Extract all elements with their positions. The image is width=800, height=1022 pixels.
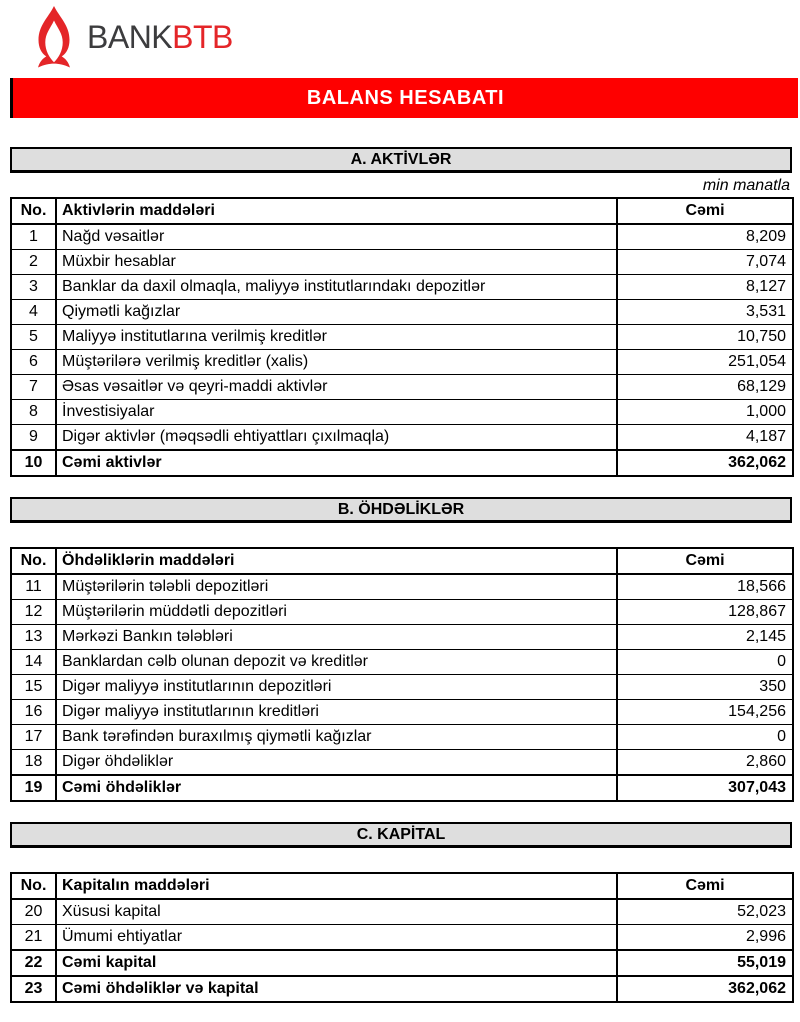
row-value-cell: 2,996	[617, 925, 793, 951]
table-row	[11, 350, 793, 375]
section-C	[0, 822, 800, 1003]
row-item-cell: Müştərilərə verilmiş kreditlər (xalis)	[56, 350, 617, 375]
col-header-item: Kapitalın maddələri	[56, 873, 617, 899]
table-row	[11, 275, 793, 300]
table-row	[11, 625, 793, 650]
row-number-cell: 17	[11, 725, 56, 750]
row-item-cell: Cəmi aktivlər	[56, 450, 617, 476]
row-item-cell: Digər öhdəliklər	[56, 750, 617, 776]
total-row	[11, 976, 793, 1002]
col-header-total: Cəmi	[617, 198, 793, 224]
unit-note: min manatla	[702, 177, 790, 194]
report-sections	[0, 147, 800, 1003]
table-row	[11, 725, 793, 750]
section-A-table	[10, 197, 794, 477]
row-item-cell: Digər aktivlər (məqsədli ehtiyattları çıxılmaqla)	[56, 425, 617, 451]
row-number-cell: 16	[11, 700, 56, 725]
col-header-item: Aktivlərin maddələri	[56, 198, 617, 224]
row-value-cell: 3,531	[617, 300, 793, 325]
row-value-cell: 0	[617, 725, 793, 750]
row-number-cell: 14	[11, 650, 56, 675]
table-row	[11, 250, 793, 275]
col-header-no: No.	[11, 198, 56, 224]
table-row	[11, 600, 793, 625]
row-item-cell: Cəmi öhdəliklər və kapital	[56, 976, 617, 1002]
row-value-cell: 52,023	[617, 899, 793, 925]
table-header-row	[11, 198, 793, 224]
row-value-cell: 350	[617, 675, 793, 700]
row-number-cell: 18	[11, 750, 56, 776]
section-C-table-wrap	[10, 872, 792, 1003]
section-B-header: B. ÖHDƏLİKLƏR	[10, 497, 792, 523]
row-value-cell: 18,566	[617, 574, 793, 600]
row-value-cell: 251,054	[617, 350, 793, 375]
row-number-cell: 9	[11, 425, 56, 451]
row-value-cell: 55,019	[617, 950, 793, 976]
row-number-cell: 8	[11, 400, 56, 425]
col-header-no: No.	[11, 548, 56, 574]
section-B-table	[10, 547, 794, 802]
row-number-cell: 2	[11, 250, 56, 275]
row-number-cell: 11	[11, 574, 56, 600]
row-value-cell: 128,867	[617, 600, 793, 625]
row-item-cell: Qiymətli kağızlar	[56, 300, 617, 325]
row-item-cell: Bank tərəfindən buraxılmış qiymətli kağızlar	[56, 725, 617, 750]
row-number-cell: 20	[11, 899, 56, 925]
row-item-cell: Banklardan cəlb olunan depozit və kreditlər	[56, 650, 617, 675]
logo-wordmark	[87, 6, 233, 68]
row-number-cell: 3	[11, 275, 56, 300]
row-value-cell: 68,129	[617, 375, 793, 400]
row-item-cell: Xüsusi kapital	[56, 899, 617, 925]
col-header-item: Öhdəliklərin maddələri	[56, 548, 617, 574]
row-value-cell: 2,145	[617, 625, 793, 650]
col-header-no: No.	[11, 873, 56, 899]
section-A-header: A. AKTİVLƏR	[10, 147, 792, 173]
total-row	[11, 775, 793, 801]
section-C-table	[10, 872, 794, 1003]
table-row	[11, 300, 793, 325]
table-row	[11, 675, 793, 700]
row-value-cell: 362,062	[617, 976, 793, 1002]
report-title: BALANS HESABATI	[306, 86, 505, 109]
row-value-cell: 307,043	[617, 775, 793, 801]
row-value-cell: 1,000	[617, 400, 793, 425]
row-item-cell: Cəmi kapital	[56, 950, 617, 976]
section-A-table-wrap	[10, 177, 792, 477]
col-header-total: Cəmi	[617, 548, 793, 574]
row-item-cell: Digər maliyyə institutlarının kreditləri	[56, 700, 617, 725]
table-row	[11, 375, 793, 400]
row-number-cell: 12	[11, 600, 56, 625]
flame-icon	[33, 6, 75, 68]
row-value-cell: 10,750	[617, 325, 793, 350]
table-row	[11, 224, 793, 250]
row-item-cell: Nağd vəsaitlər	[56, 224, 617, 250]
row-value-cell: 2,860	[617, 750, 793, 776]
row-number-cell: 10	[11, 450, 56, 476]
table-row	[11, 650, 793, 675]
table-header-row	[11, 873, 793, 899]
row-item-cell: Müştərilərin tələbli depozitləri	[56, 574, 617, 600]
row-value-cell: 4,187	[617, 425, 793, 451]
row-item-cell: Digər maliyyə institutlarının depozitləri	[56, 675, 617, 700]
row-item-cell: İnvestisiyalar	[56, 400, 617, 425]
bank-btb-logo	[33, 6, 800, 68]
section-A	[0, 147, 800, 477]
table-row	[11, 425, 793, 451]
row-number-cell: 6	[11, 350, 56, 375]
report-title-banner	[10, 78, 798, 118]
row-number-cell: 1	[11, 224, 56, 250]
row-value-cell: 362,062	[617, 450, 793, 476]
row-item-cell: Müştərilərin müddətli depozitləri	[56, 600, 617, 625]
row-number-cell: 7	[11, 375, 56, 400]
balance-sheet-page	[0, 6, 800, 1003]
row-item-cell: Ümumi ehtiyatlar	[56, 925, 617, 951]
row-value-cell: 0	[617, 650, 793, 675]
row-number-cell: 13	[11, 625, 56, 650]
section-B	[0, 497, 800, 802]
table-row	[11, 574, 793, 600]
row-number-cell: 4	[11, 300, 56, 325]
section-B-table-wrap	[10, 547, 792, 802]
table-header-row	[11, 548, 793, 574]
logo-btb-text: BTB	[172, 19, 233, 55]
table-row	[11, 400, 793, 425]
table-row	[11, 899, 793, 925]
col-header-total: Cəmi	[617, 873, 793, 899]
row-number-cell: 21	[11, 925, 56, 951]
row-number-cell: 19	[11, 775, 56, 801]
table-row	[11, 700, 793, 725]
row-item-cell: Müxbir hesablar	[56, 250, 617, 275]
table-row	[11, 925, 793, 951]
row-number-cell: 15	[11, 675, 56, 700]
logo-bank-text: BANK	[87, 19, 173, 55]
total-row	[11, 950, 793, 976]
row-item-cell: Cəmi öhdəliklər	[56, 775, 617, 801]
table-row	[11, 325, 793, 350]
row-number-cell: 22	[11, 950, 56, 976]
row-item-cell: Banklar da daxil olmaqla, maliyyə institutlarındakı depozitlər	[56, 275, 617, 300]
row-value-cell: 8,127	[617, 275, 793, 300]
row-value-cell: 154,256	[617, 700, 793, 725]
row-value-cell: 7,074	[617, 250, 793, 275]
row-number-cell: 5	[11, 325, 56, 350]
row-value-cell: 8,209	[617, 224, 793, 250]
row-item-cell: Mərkəzi Bankın tələbləri	[56, 625, 617, 650]
row-number-cell: 23	[11, 976, 56, 1002]
section-C-header: C. KAPİTAL	[10, 822, 792, 848]
total-row	[11, 450, 793, 476]
table-row	[11, 750, 793, 776]
row-item-cell: Əsas vəsaitlər və qeyri-maddi aktivlər	[56, 375, 617, 400]
row-item-cell: Maliyyə institutlarına verilmiş kreditlər	[56, 325, 617, 350]
